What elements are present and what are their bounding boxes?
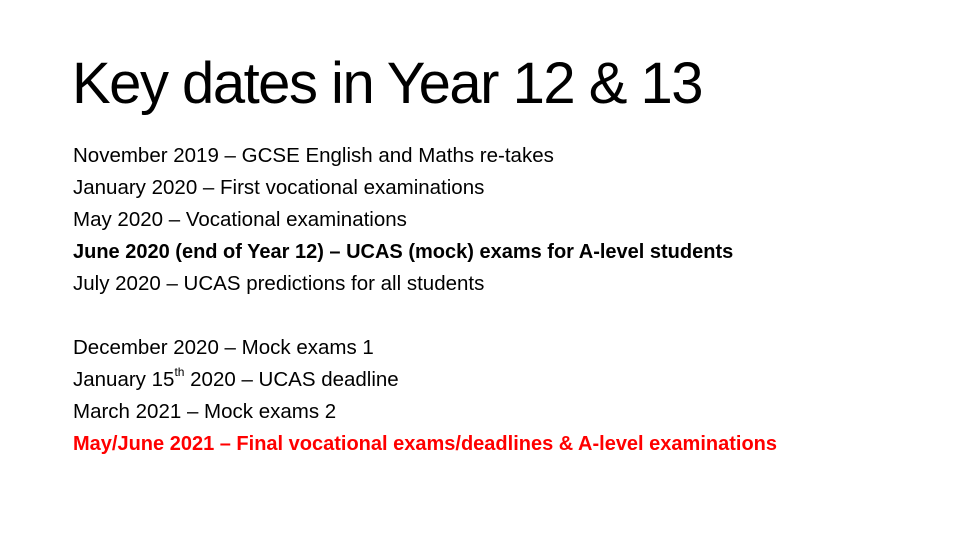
date-item-june-2020: June 2020 (end of Year 12) – UCAS (mock) exams for A-level students: [73, 241, 734, 263]
date-item-may-june-2021: May/June 2021 – Final vocational exams/deadlines & A-level examinations: [73, 433, 777, 455]
date-item-january-15th: [73, 364, 943, 396]
date-item-january-2020: January 2020 – First vocational examinations: [73, 176, 485, 199]
date-item-january-15th-event: 2020 – UCAS deadline: [184, 368, 399, 391]
date-item-december-2020: December 2020 – Mock exams 1: [73, 336, 374, 359]
slide-title: Key dates in Year 12 & 13: [72, 51, 703, 116]
key-dates-list: [73, 140, 943, 460]
date-item-january-15th-date: January 15: [73, 368, 175, 391]
date-item-november-2019: November 2019 – GCSE English and Maths re-takes: [73, 144, 554, 167]
date-item-march-2021: March 2021 – Mock exams 2: [73, 400, 337, 423]
section-spacer: [73, 300, 943, 332]
date-item-may-2020: May 2020 – Vocational examinations: [73, 208, 407, 231]
date-item-july-2020: July 2020 – UCAS predictions for all students: [73, 272, 485, 295]
ordinal-suffix: th: [174, 365, 185, 380]
